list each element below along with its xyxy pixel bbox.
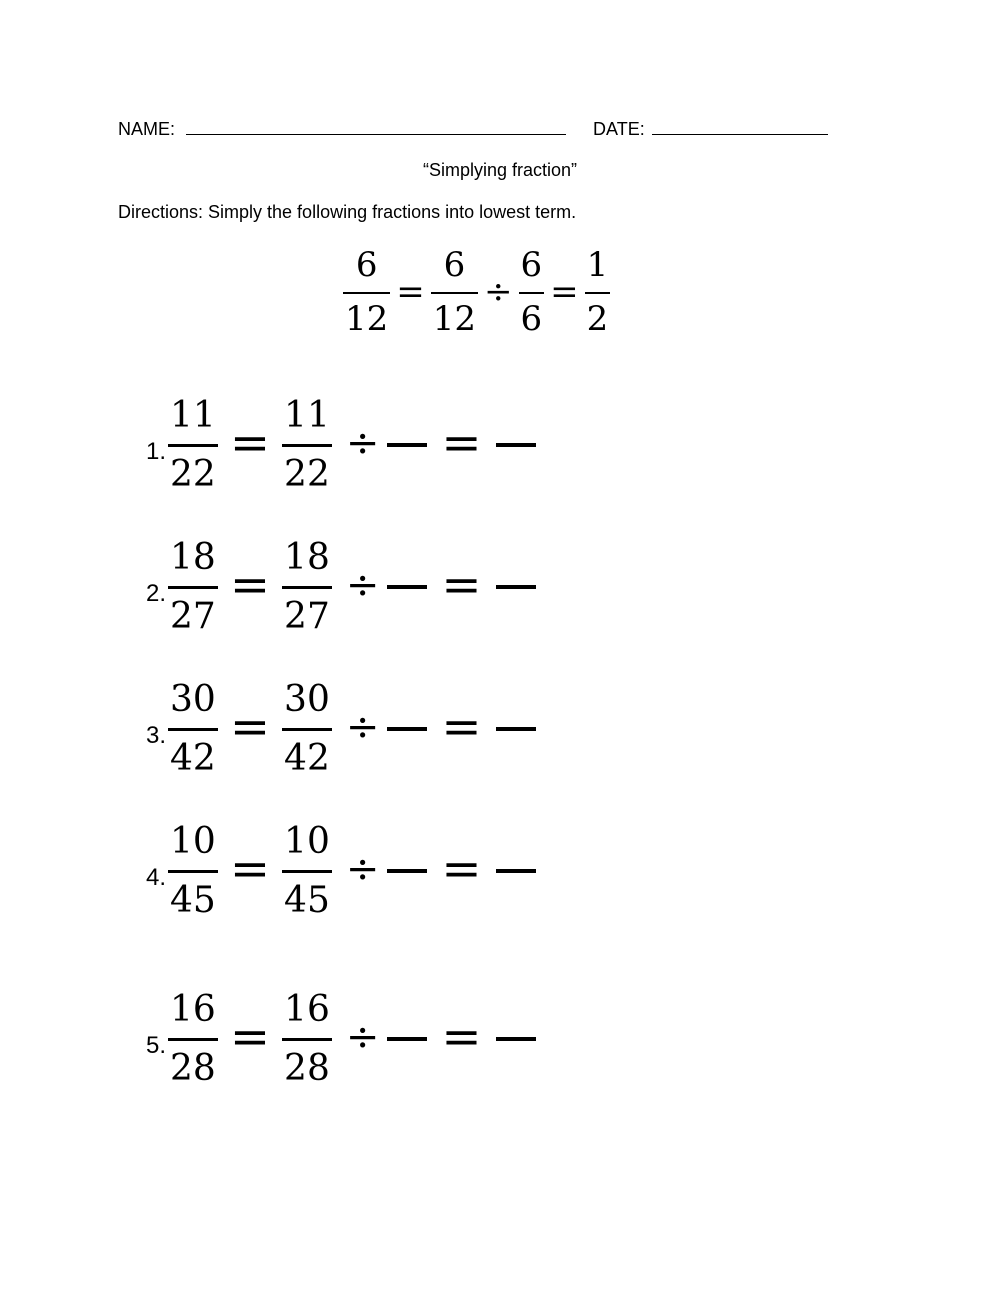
equals-sign: =	[229, 1009, 271, 1066]
repeated-fraction	[282, 989, 332, 1089]
fraction-numerator: 6	[520, 245, 543, 285]
fraction-denominator: 45	[284, 879, 330, 921]
worksheet-title: “Simplying fraction”	[422, 160, 578, 180]
example-equation	[343, 245, 610, 339]
fraction-denominator: 12	[432, 299, 477, 339]
problem-2	[146, 537, 538, 637]
equals-sign: =	[441, 1009, 482, 1066]
fraction-numerator: 1	[586, 245, 609, 285]
fraction-denominator: 6	[520, 299, 543, 339]
problem-4	[146, 821, 538, 921]
given-fraction	[168, 679, 218, 779]
divide-sign: ÷	[484, 272, 513, 312]
problem-number: 1.	[146, 438, 167, 466]
fraction-numerator: 30	[284, 679, 330, 720]
equals-sign: =	[229, 699, 271, 756]
divisor-answer-blank[interactable]	[387, 727, 427, 731]
given-fraction	[168, 989, 218, 1089]
fraction-denominator: 27	[170, 595, 216, 637]
fraction-denominator: 42	[170, 737, 216, 779]
equals-sign: =	[550, 272, 579, 312]
equals-sign: =	[441, 841, 482, 898]
example-result-fraction	[585, 245, 611, 339]
fraction-denominator: 27	[284, 595, 330, 637]
example-divisor-fraction	[519, 245, 545, 339]
result-answer-blank[interactable]	[496, 1037, 536, 1041]
date-label: DATE:	[593, 119, 645, 139]
header-line	[118, 118, 828, 140]
repeated-fraction	[282, 537, 332, 637]
fraction-denominator: 22	[170, 453, 216, 495]
divide-sign: ÷	[345, 1014, 380, 1061]
fraction-denominator: 12	[345, 299, 389, 339]
result-answer-blank[interactable]	[496, 727, 536, 731]
given-fraction	[168, 395, 218, 495]
fraction-numerator: 6	[443, 245, 466, 285]
repeated-fraction	[282, 821, 332, 921]
divide-sign: ÷	[345, 420, 380, 467]
example-term-fraction	[431, 245, 478, 339]
equals-sign: =	[441, 557, 482, 614]
divisor-answer-blank[interactable]	[387, 585, 427, 589]
fraction-numerator: 18	[284, 537, 330, 578]
fraction-numerator: 16	[170, 989, 216, 1030]
fraction-numerator: 11	[284, 395, 330, 436]
fraction-numerator: 11	[170, 395, 216, 436]
divide-sign: ÷	[345, 704, 380, 751]
repeated-fraction	[282, 395, 332, 495]
problem-1	[146, 395, 538, 495]
repeated-fraction	[282, 679, 332, 779]
problem-3	[146, 679, 538, 779]
divide-sign: ÷	[345, 846, 380, 893]
equals-sign: =	[229, 415, 271, 472]
equals-sign: =	[441, 415, 482, 472]
problem-number: 5.	[146, 1032, 167, 1060]
fraction-numerator: 30	[170, 679, 216, 720]
equals-sign: =	[229, 557, 271, 614]
equals-sign: =	[441, 699, 482, 756]
example-lhs-fraction	[343, 245, 390, 339]
date-blank-line[interactable]	[652, 118, 828, 135]
fraction-denominator: 28	[170, 1047, 216, 1089]
problem-number: 2.	[146, 580, 167, 608]
fraction-numerator: 6	[355, 245, 378, 285]
divisor-answer-blank[interactable]	[387, 443, 427, 447]
divisor-answer-blank[interactable]	[387, 1037, 427, 1041]
fraction-numerator: 16	[284, 989, 330, 1030]
fraction-numerator: 10	[284, 821, 330, 862]
problem-5	[146, 989, 538, 1089]
given-fraction	[168, 821, 218, 921]
fraction-numerator: 10	[170, 821, 216, 862]
name-label: NAME:	[118, 119, 176, 139]
name-blank-line[interactable]	[186, 118, 566, 135]
problem-number: 4.	[146, 864, 167, 892]
fraction-denominator: 2	[586, 299, 609, 339]
problem-number: 3.	[146, 722, 167, 750]
fraction-denominator: 22	[284, 453, 330, 495]
equals-sign: =	[396, 272, 425, 312]
result-answer-blank[interactable]	[496, 585, 536, 589]
fraction-denominator: 28	[284, 1047, 330, 1089]
fraction-denominator: 42	[284, 737, 330, 779]
result-answer-blank[interactable]	[496, 869, 536, 873]
divide-sign: ÷	[345, 562, 380, 609]
fraction-numerator: 18	[170, 537, 216, 578]
divisor-answer-blank[interactable]	[387, 869, 427, 873]
fraction-denominator: 45	[170, 879, 216, 921]
directions-text: Directions: Simply the following fractions into lowest term.	[118, 202, 577, 222]
equals-sign: =	[229, 841, 271, 898]
result-answer-blank[interactable]	[496, 443, 536, 447]
given-fraction	[168, 537, 218, 637]
